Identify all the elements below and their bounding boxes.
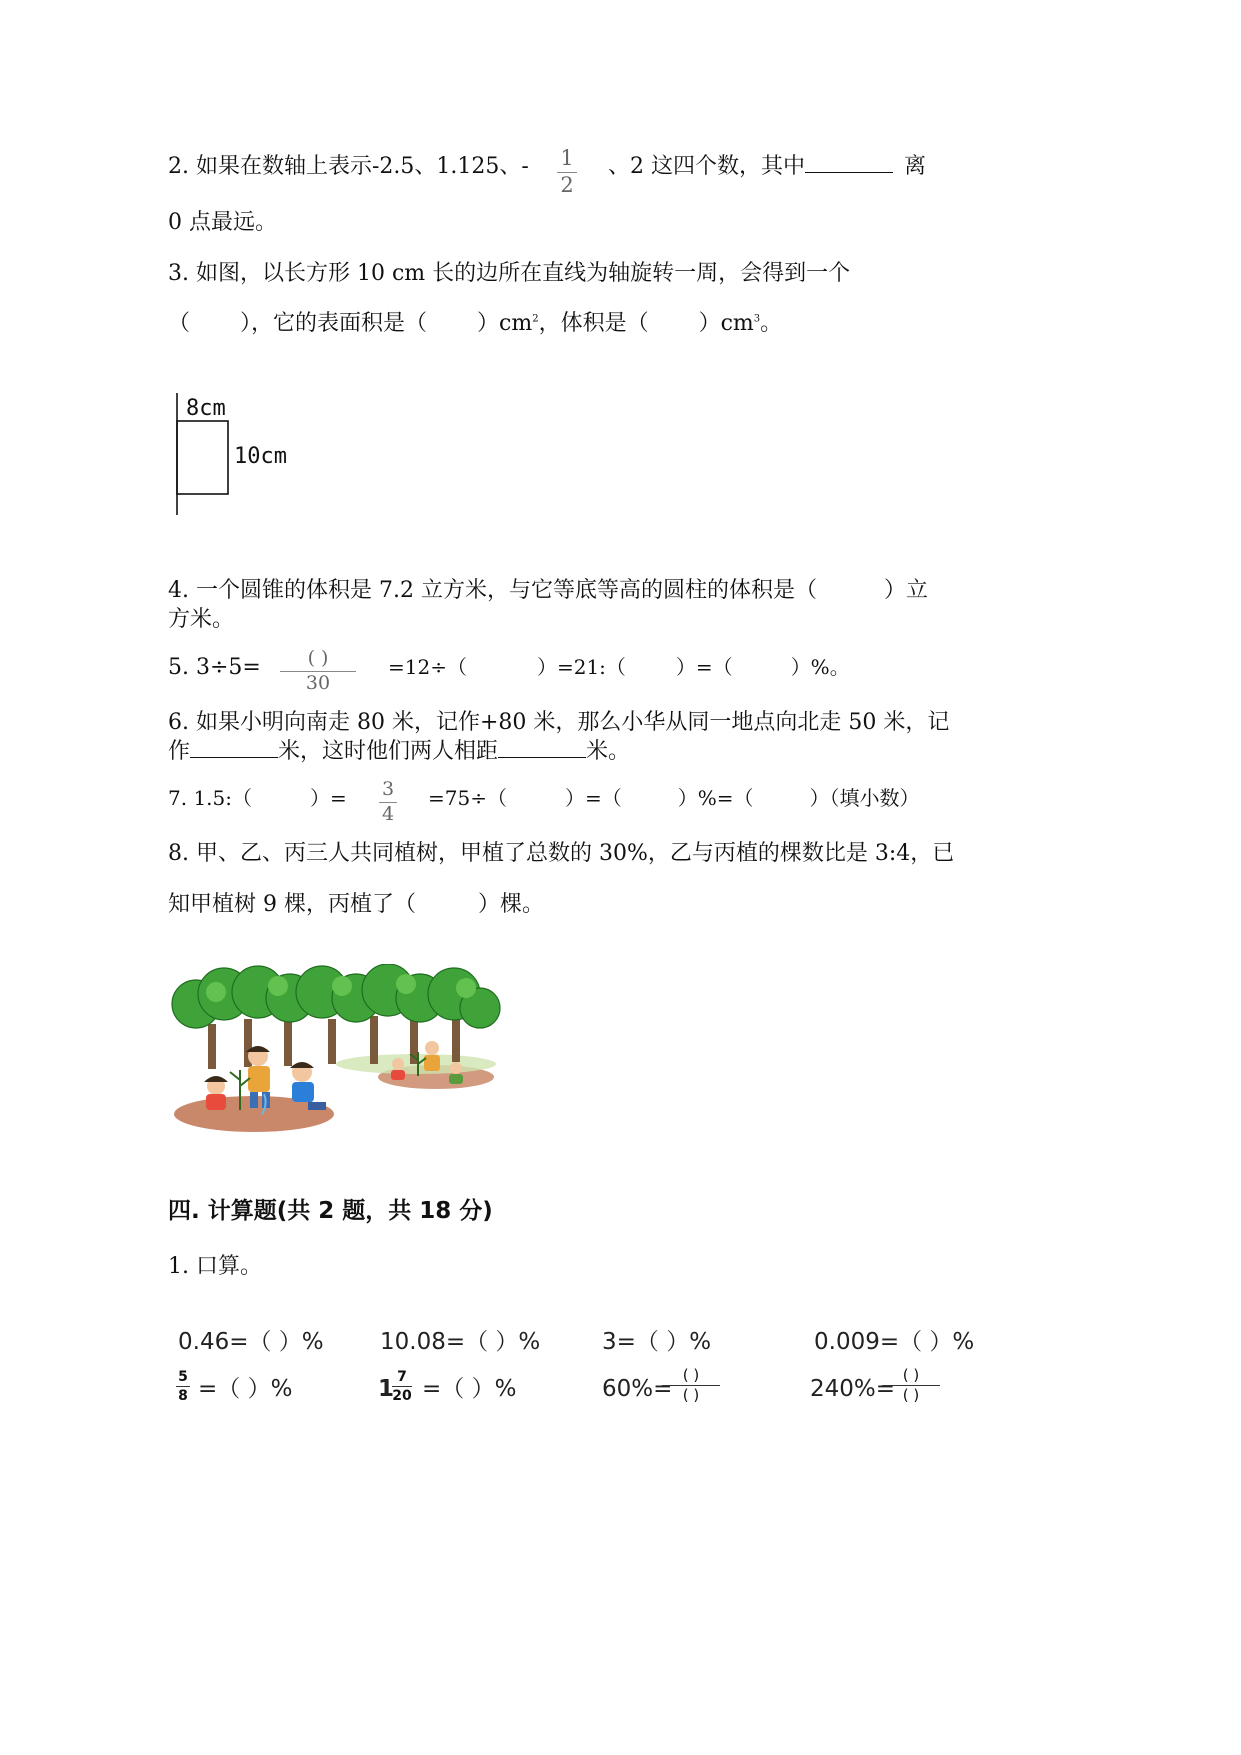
fig-width-label: 8cm xyxy=(186,396,226,421)
calc-r2-c1-fraction: 5 8 xyxy=(176,1370,190,1403)
fig-length-label: 10cm xyxy=(234,444,287,469)
q2-line1-suffix: 、2 这四个数，其中 xyxy=(608,156,893,178)
q2-frac-num: 1 xyxy=(560,146,574,170)
calc-r1-c3: 3=（ ）% xyxy=(602,1329,712,1355)
q6-line1: 6. 如果小明向南走 80 米，记作+80 米，那么小华从同一地点向北走 50 米，记 xyxy=(168,710,950,735)
q7-frac-den: 4 xyxy=(381,803,395,825)
q5-suffix: =12÷（ ）=21:（ ）=（ ）%。 xyxy=(388,655,850,679)
section4-title: 四. 计算题(共 2 题，共 18 分) xyxy=(168,1198,493,1224)
q2-fraction xyxy=(557,148,577,196)
q7-suffix: =75÷（ ）=（ ）%=（ ）（填小数） xyxy=(428,786,920,810)
q7-frac-num: 3 xyxy=(381,778,395,800)
q6-blank-1[interactable] xyxy=(190,757,278,758)
q3-line2: （ ），它的表面积是（ ）$cm^2$，体积是（ ）$cm^3$。 xyxy=(168,311,783,336)
section4-q1: 1. 口算。 xyxy=(168,1254,262,1279)
q2-line1-prefix: 2. 如果在数轴上表示-2.5、1.125、- xyxy=(168,154,529,179)
tree-planting-illustration xyxy=(166,964,502,1136)
calc-r2-c4-head: 240%= xyxy=(810,1376,896,1402)
q4-line2: 方米。 xyxy=(168,607,235,632)
calc-r2-c3-head: 60%= xyxy=(602,1376,673,1402)
calc-r1-c1: 0.46=（ ）% xyxy=(178,1329,324,1355)
calc-r1-c4: 0.009=（ ）% xyxy=(814,1329,975,1355)
q2-line2: 0 点最远。 xyxy=(168,210,277,235)
q2-frac-den: 2 xyxy=(560,173,574,197)
q7-prefix: 7. 1.5:（ ）= xyxy=(168,786,347,810)
q5-frac-num[interactable]: ( ) xyxy=(307,647,329,669)
q6-line2: 作 米，这时他们两人相距 米。 xyxy=(168,739,631,764)
calc-r1-c2: 10.08=（ ）% xyxy=(380,1329,541,1355)
q2-answer-blank[interactable] xyxy=(805,172,893,173)
q7-fraction xyxy=(379,780,397,824)
q8-line2: 知甲植树 9 棵，丙植了（ ）棵。 xyxy=(168,892,544,917)
q4-line1-b: ）立 xyxy=(884,578,929,603)
q6-blank-2[interactable] xyxy=(498,757,586,758)
q2-line1-end: 离 xyxy=(904,154,927,179)
q4-line1-a: 4. 一个圆锥的体积是 7.2 立方米，与它等底等高的圆柱的体积是（ xyxy=(168,578,817,603)
calc-r2-c2-whole: 1 xyxy=(378,1376,395,1402)
calc-r2-c2-fraction: 7 20 xyxy=(392,1369,412,1404)
q5-prefix: 5. 3÷5= xyxy=(168,655,261,680)
calc-r2-c1-tail: =（ ）% xyxy=(198,1376,293,1402)
q5-fraction xyxy=(280,649,356,693)
calc-r2-c4-fraction[interactable]: ( ) ( ) xyxy=(882,1368,940,1403)
q3-line1: 3. 如图，以长方形 10 cm 长的边所在直线为轴旋转一周，会得到一个 xyxy=(168,261,851,286)
rectangle-rotation-figure xyxy=(160,385,320,520)
q5-frac-den: 30 xyxy=(305,672,331,694)
calc-r2-c3-fraction[interactable]: ( ) ( ) xyxy=(662,1368,720,1403)
q8-line1: 8. 甲、乙、丙三人共同植树，甲植了总数的 30%，乙与丙植的棵数比是 3:4，已 xyxy=(168,841,955,866)
calc-r2-c2-tail: =（ ）% xyxy=(422,1376,517,1402)
